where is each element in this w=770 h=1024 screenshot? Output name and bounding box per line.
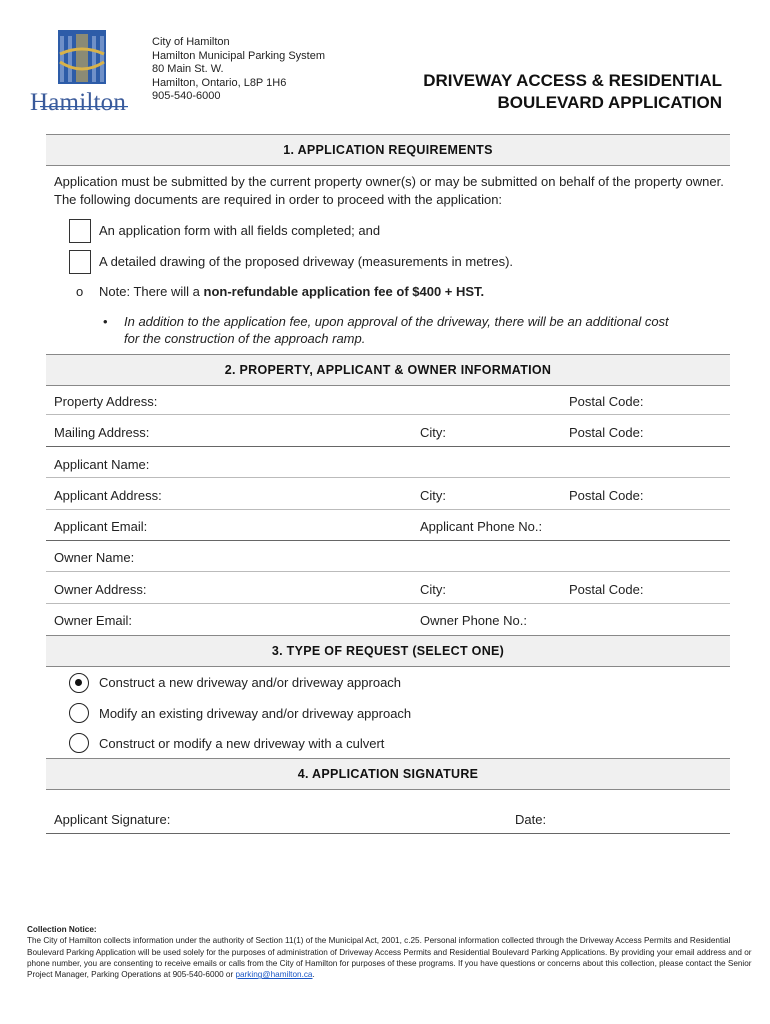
request-option-label: Modify an existing driveway and/or driveway approach: [99, 706, 412, 721]
form-title-line: BOULEVARD APPLICATION: [497, 93, 722, 112]
owner-phone-label: Owner Phone No.:: [420, 613, 527, 628]
radio-culvert-driveway[interactable]: [69, 733, 89, 753]
applicant-name-label: Applicant Name:: [54, 457, 150, 472]
radio-selected-dot: [75, 679, 82, 686]
form-row-divider: [46, 414, 730, 415]
note-bullet: o: [76, 284, 84, 299]
postal-code-label: Postal Code:: [569, 582, 644, 597]
address-line: Hamilton, Ontario, L8P 1H6: [152, 76, 287, 89]
parking-email-link[interactable]: parking@hamilton.ca: [235, 970, 313, 980]
city-label: City:: [420, 582, 446, 597]
collection-notice: [27, 924, 762, 980]
form-row-divider: [46, 509, 730, 510]
checkbox-application-form[interactable]: [69, 219, 91, 243]
city-label: City:: [420, 425, 446, 440]
address-line: 905-540-6000: [152, 90, 221, 102]
signature-line: [46, 833, 730, 834]
form-row-divider: [46, 603, 730, 604]
checkbox-driveway-drawing[interactable]: [69, 250, 91, 274]
collection-notice-title: Collection Notice:: [27, 925, 97, 934]
section-heading-signature: 4. APPLICATION SIGNATURE: [46, 758, 730, 790]
section-heading-information: 2. PROPERTY, APPLICANT & OWNER INFORMATION: [46, 354, 730, 386]
form-row-divider: [46, 477, 730, 478]
logo-wordmark: Hamilton: [30, 89, 127, 116]
owner-address-label: Owner Address:: [54, 582, 147, 597]
applicant-email-label: Applicant Email:: [54, 519, 148, 534]
owner-name-label: Owner Name:: [54, 550, 135, 565]
sub-note-bullet: •: [103, 314, 108, 329]
radio-modify-existing-driveway[interactable]: [69, 703, 89, 723]
fee-note-prefix: Note: There will a: [99, 284, 204, 299]
checklist-item: An application form with all fields completed; and: [99, 223, 381, 238]
request-option-label: Construct or modify a new driveway with a culvert: [99, 736, 385, 751]
collection-notice-body: The City of Hamilton collects information under the authority of Section 11(1) of the Municipal Act, 2001, c.25. Personal information collected through the Driveway Access Permits and Residential Boulevard Parking Application will be used solely for the purposes of administration of Driveway Access Permits and Residential Boulevard Parking Applications. By providing your email address and or phone number, you are consenting to receive emails or calls from the City of Hamilton for purposes of these programs. If you have questions or concerns about this collection, please contact the Senior Project Manager, Parking Operations at 905-540-6000 or: [27, 936, 752, 980]
radio-construct-new-driveway[interactable]: [69, 673, 89, 693]
date-label: Date:: [515, 812, 547, 827]
applicant-signature-label: Applicant Signature:: [54, 812, 171, 827]
requirements-intro: Application must be submitted by the current property owner(s) or may be submitted on behalf of the property owner. The following documents are required in order to proceed with the application:: [54, 174, 724, 207]
form-row-divider: [46, 446, 730, 447]
section-heading-requirements: 1. APPLICATION REQUIREMENTS: [46, 134, 730, 166]
postal-code-label: Postal Code:: [569, 425, 644, 440]
address-line: Hamilton Municipal Parking System: [152, 49, 326, 62]
form-title-line: DRIVEWAY ACCESS & RESIDENTIAL: [423, 71, 722, 90]
form-row-divider: [46, 571, 730, 572]
request-option-label: Construct a new driveway and/or driveway approach: [99, 675, 402, 690]
property-address-label: Property Address:: [54, 394, 158, 409]
organization-address: [152, 36, 325, 104]
checklist-item: A detailed drawing of the proposed driveway (measurements in metres).: [99, 254, 514, 269]
applicant-address-label: Applicant Address:: [54, 488, 162, 503]
postal-code-label: Postal Code:: [569, 488, 644, 503]
owner-email-label: Owner Email:: [54, 613, 133, 628]
fee-note: [99, 283, 484, 300]
approach-ramp-note: In addition to the application fee, upon approval of the driveway, there will be an additional cost: [124, 314, 669, 329]
form-title: [423, 70, 722, 114]
form-row-divider: [46, 540, 730, 541]
section-heading-request-type: 3. TYPE OF REQUEST (SELECT ONE): [46, 635, 730, 667]
collection-notice-end: .: [312, 970, 315, 980]
address-line: City of Hamilton: [152, 36, 230, 48]
postal-code-label: Postal Code:: [569, 394, 644, 409]
city-label: City:: [420, 488, 446, 503]
applicant-phone-label: Applicant Phone No.:: [420, 519, 543, 534]
mailing-address-label: Mailing Address:: [54, 425, 150, 440]
address-line: 80 Main St. W.: [152, 63, 224, 75]
fee-note-amount: non-refundable application fee of $400 + HST.: [203, 284, 485, 299]
approach-ramp-note: for the construction of the approach ramp.: [124, 331, 366, 346]
